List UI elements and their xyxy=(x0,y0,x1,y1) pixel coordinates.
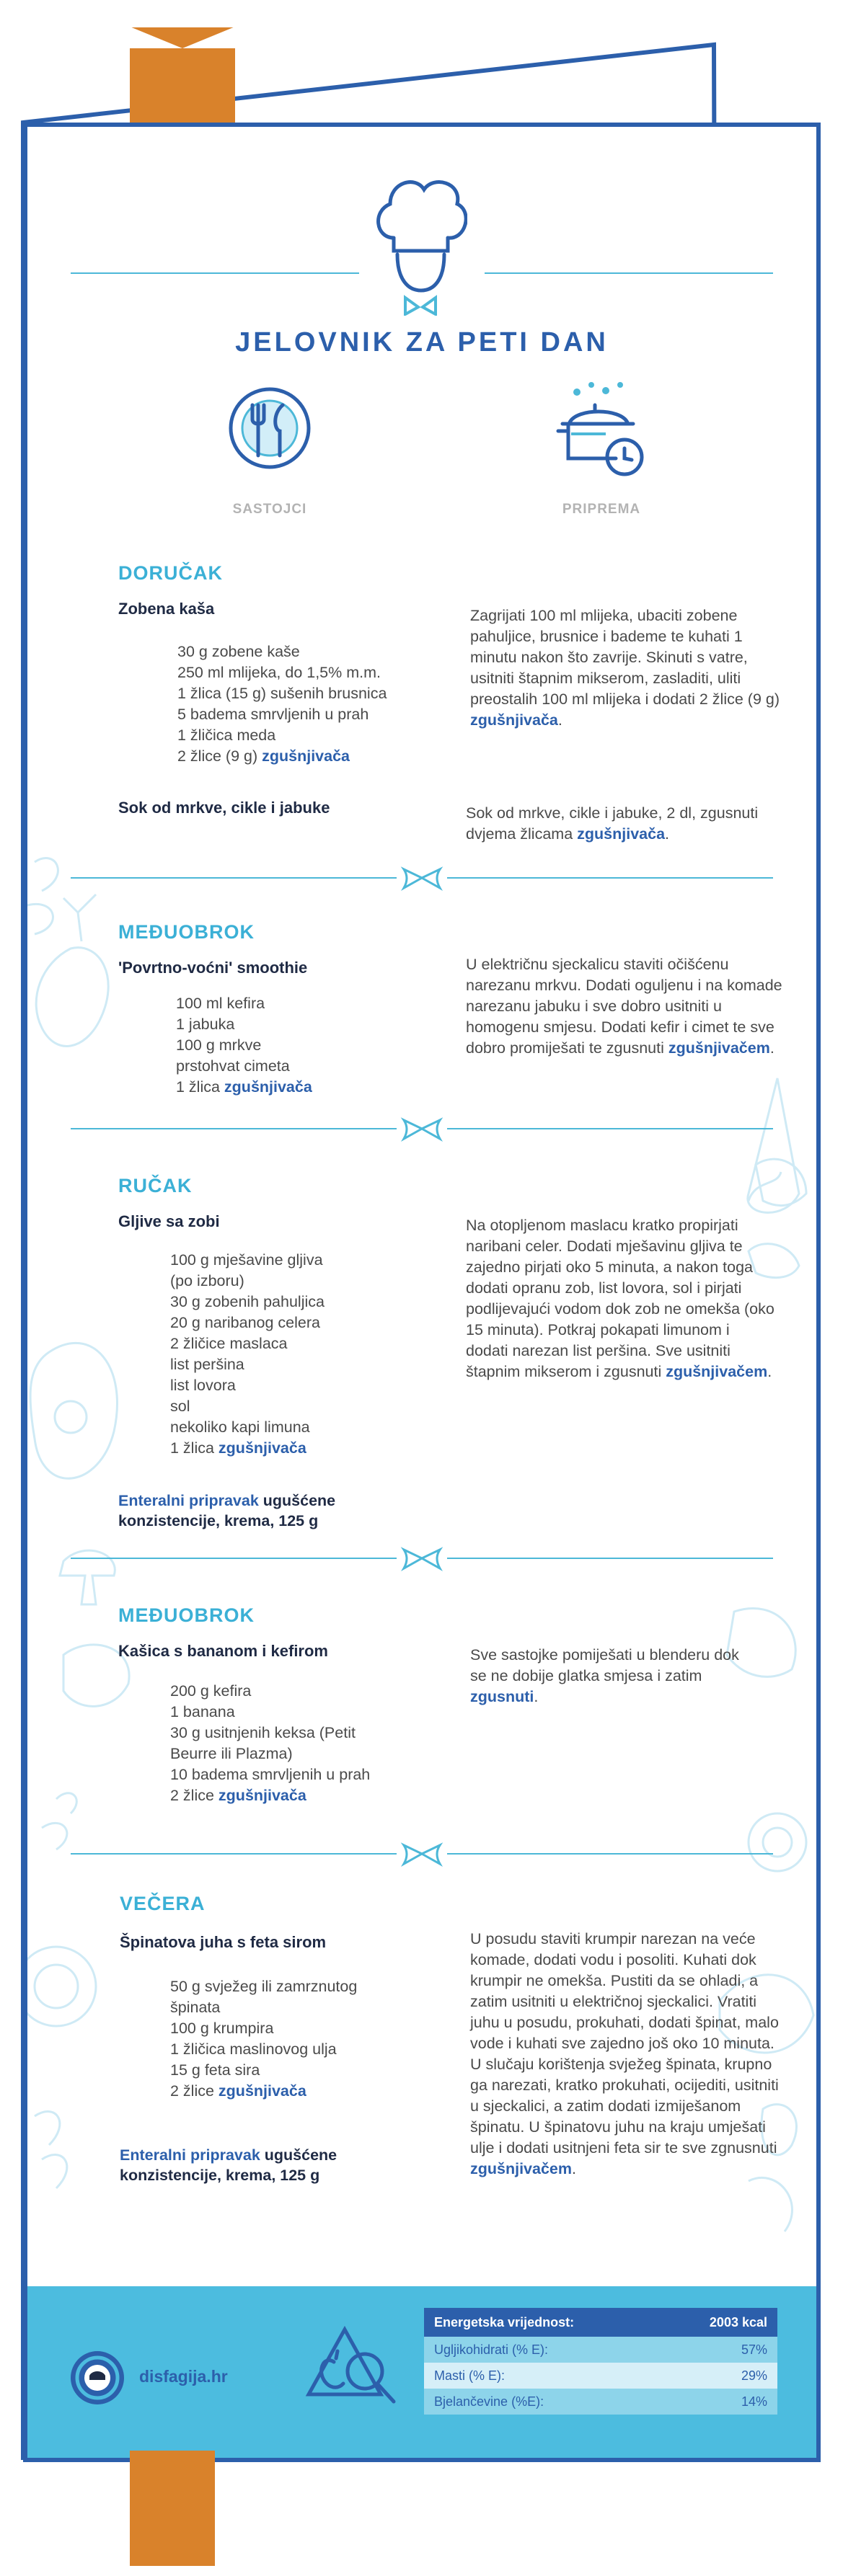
section-title: RUČAK xyxy=(118,1175,193,1196)
dish-instructions: Sok od mrkve, cikle i jabuke, 2 dl, zgusnuti dvjema žlicama zgušnjivača. xyxy=(466,804,759,843)
section-divider-bow xyxy=(71,863,773,892)
plate-cutlery-icon xyxy=(226,385,313,471)
ingredient-item: (po izboru) xyxy=(170,1272,244,1289)
ingredient-item: 100 g mrkve xyxy=(176,1036,262,1054)
ingredient-item: špinata xyxy=(170,1999,221,2016)
cooking-pot-timer-icon xyxy=(555,379,649,480)
nutrition-row xyxy=(424,2363,777,2389)
dish-name: Zobena kaša xyxy=(118,600,215,618)
ingredient-item: 20 g naribanog celera xyxy=(170,1314,320,1331)
ingredient-item: 100 ml kefira xyxy=(176,995,265,1012)
thickener-highlight: zgušnjivača xyxy=(262,747,350,765)
ingredient-list xyxy=(177,641,387,767)
ingredient-item: 30 g zobene kaše xyxy=(177,643,300,660)
nutrition-label: Masti (% E): xyxy=(424,2363,662,2389)
thickener-highlight: zgušnjivača xyxy=(470,711,558,729)
ingredient-item: 1 žlica (15 g) sušenih brusnica xyxy=(177,685,387,702)
ingredients-column-label: SASTOJCI xyxy=(232,502,307,517)
menu-card xyxy=(23,123,821,2462)
ingredient-item: 30 g zobenih pahuljica xyxy=(170,1293,325,1310)
thickener-highlight: zgušnjivača xyxy=(218,2082,306,2100)
thickener-highlight: zgušnjivača xyxy=(218,1787,306,1804)
nutrition-row xyxy=(424,2389,777,2415)
ingredient-item: list peršina xyxy=(170,1356,244,1373)
section-divider-bow xyxy=(71,1544,773,1573)
brand-link[interactable]: disfagija.hr xyxy=(139,2367,228,2386)
nutrition-label: Ugljikohidrati (% E): xyxy=(424,2337,662,2363)
thickener-highlight: zgušnjivačem xyxy=(666,1363,768,1380)
ingredient-item: nekoliko kapi limuna xyxy=(170,1418,310,1436)
nutrition-value: 29% xyxy=(662,2363,777,2389)
ingredient-item: sol xyxy=(170,1398,190,1415)
dish-instructions: Sve sastojke pomiješati u blenderu dok se ne dobije glatka smjesa i zatim zgusnuti. xyxy=(470,1646,739,1705)
ingredient-item: 1 jabuka xyxy=(176,1016,235,1033)
ingredient-item: 15 g feta sira xyxy=(170,2061,260,2079)
dish-instructions: U električnu sjeckalicu staviti očišćenu narezanu mrkvu. Dodati oguljenu i na komade narezanu jabuku i sve dobro usitniti u homogenu smjesu. Dodati kefir i cimet te sve dobro promiješati te zgusnuti zgušnjivačem. xyxy=(466,956,782,1057)
section-title: DORUČAK xyxy=(118,562,223,584)
dish-name: 'Povrtno-voćni' smoothie xyxy=(118,959,308,977)
nutrition-value: 57% xyxy=(662,2337,777,2363)
ingredient-item: 2 žlice (9 g) zgušnjivača xyxy=(177,747,350,765)
ingredient-item: prstohvat cimeta xyxy=(176,1057,290,1075)
ingredient-list xyxy=(176,993,312,1098)
disfagija-logo-icon xyxy=(71,2351,124,2404)
apple-magnifier-icon xyxy=(301,2322,402,2416)
ingredient-item: 200 g kefira xyxy=(170,1682,252,1700)
thickener-highlight: zgušnjivačem xyxy=(470,2160,572,2177)
enteral-supplement-note: Enteralni pripravak ugušćene konzistencije, krema, 125 g xyxy=(120,2146,337,2184)
nutrition-table xyxy=(424,2308,777,2415)
section-title: MEĐUOBROK xyxy=(118,921,255,943)
nutrition-value: 14% xyxy=(662,2389,777,2415)
preparation-column-label: PRIPREMA xyxy=(562,502,641,517)
ingredient-item: 100 g mješavine gljiva xyxy=(170,1251,323,1269)
dish-name: Sok od mrkve, cikle i jabuke xyxy=(118,799,330,817)
ingredient-item: 1 banana xyxy=(170,1703,235,1720)
ingredient-item: 1 žlica zgušnjivača xyxy=(176,1078,312,1096)
dish-name: Špinatova juha s feta sirom xyxy=(120,1933,327,1951)
thickener-highlight: zgušnjivača xyxy=(224,1078,312,1096)
dish-instructions: Na otopljenom maslacu kratko propirjati naribani celer. Dodati mješavinu gljiva te zajedno pirjati oko 5 minuta, a nakon toga dodati opranu zob, list lovora, sol i pirjati podlijevajući vodom dok zob ne omekša (oko 15 minuta). Potkraj pokapati limunom i dodati narezan list peršina. Sve usitniti štapnim mikserom i zgusnuti zgušnjivačem. xyxy=(466,1217,774,1380)
ingredient-item: 2 žličice maslaca xyxy=(170,1335,288,1352)
section-divider-bow xyxy=(71,1114,773,1143)
section-divider-bow xyxy=(71,1839,773,1868)
enteral-supplement-note: Enteralni pripravak ugušćene konzistencije, krema, 125 g xyxy=(118,1492,336,1529)
nutrition-header-row xyxy=(424,2308,777,2337)
ingredient-item: 2 žlice zgušnjivača xyxy=(170,2082,306,2100)
ingredient-list xyxy=(170,1976,357,2102)
bookmark-ribbon-bottom xyxy=(130,2451,215,2566)
dish-instructions: Zagrijati 100 ml mlijeka, ubaciti zobene pahuljice, brusnice i bademe te kuhati 1 minutu nakon što zavrije. Skinuti s vatre, usitniti štapnim mikserom, zasladiti, uliti preostalih 100 ml mlijeka i dodati 2 žlice (9 g) zgušnjivača. xyxy=(470,607,780,729)
nutrition-row xyxy=(424,2337,777,2363)
thickener-highlight: zgušnjivača xyxy=(577,825,666,843)
ingredient-list xyxy=(170,1250,325,1459)
ingredient-item: 5 badema smrvljenih u prah xyxy=(177,706,369,723)
dish-name: Kašica s bananom i kefirom xyxy=(118,1642,328,1660)
thickener-highlight: zgusnuti xyxy=(470,1688,534,1705)
section-title: VEČERA xyxy=(120,1893,206,1914)
section-title: MEĐUOBROK xyxy=(118,1604,255,1626)
chef-hat-icon xyxy=(372,172,467,316)
thickener-highlight: zgušnjivača xyxy=(218,1439,306,1457)
ingredient-list xyxy=(170,1681,370,1806)
page-title: JELOVNIK ZA PETI DAN xyxy=(235,327,609,357)
ingredient-item: 100 g krumpira xyxy=(170,2020,274,2037)
ingredient-item: 1 žlica zgušnjivača xyxy=(170,1439,306,1457)
header-divider-right xyxy=(485,272,773,274)
ingredient-item: 10 badema smrvljenih u prah xyxy=(170,1766,371,1783)
header-divider-left xyxy=(71,272,359,274)
ingredient-item: 50 g svježeg ili zamrznutog xyxy=(170,1978,358,1995)
ingredient-item: Beurre ili Plazma) xyxy=(170,1745,293,1762)
ingredient-item: 1 žličica maslinovog ulja xyxy=(170,2040,337,2058)
ingredient-item: list lovora xyxy=(170,1377,236,1394)
ingredient-item: 30 g usitnjenih keksa (Petit xyxy=(170,1724,356,1741)
ingredient-item: 1 žličica meda xyxy=(177,727,276,744)
dish-name: Gljive sa zobi xyxy=(118,1212,220,1230)
ingredient-item: 250 ml mlijeka, do 1,5% m.m. xyxy=(177,664,381,681)
thickener-highlight: zgušnjivačem xyxy=(668,1039,770,1057)
ingredient-item: 2 žlice zgušnjivača xyxy=(170,1787,306,1804)
nutrition-label: Bjelančevine (%E): xyxy=(424,2389,662,2415)
footer-band xyxy=(27,2286,816,2458)
energy-value: 2003 kcal xyxy=(662,2308,777,2337)
dish-instructions: U posudu staviti krumpir narezan na veće komade, dodati vodu i posoliti. Kuhati dok krumpir ne omekša. Pustiti da se ohladi, a zatim usitniti u električnoj sjeckalici. Vratiti juhu u posudu, prokuhati, dodati špinat, malo vode i kuhati sve zajedno još oko 10 minuta. U slučaju korištenja svježeg špinata, krupno ga narezati, kratko prokuhati, ocijediti, usitniti u sjeckalici, a zatim dodati izmiješanom špinatu. U špinatovu juhu na kraju umješati ulje i dodati usitnjeni feta sir te sve zgnusnuti zgušnjivačem. xyxy=(470,1930,779,2177)
energy-label: Energetska vrijednost: xyxy=(424,2308,662,2337)
